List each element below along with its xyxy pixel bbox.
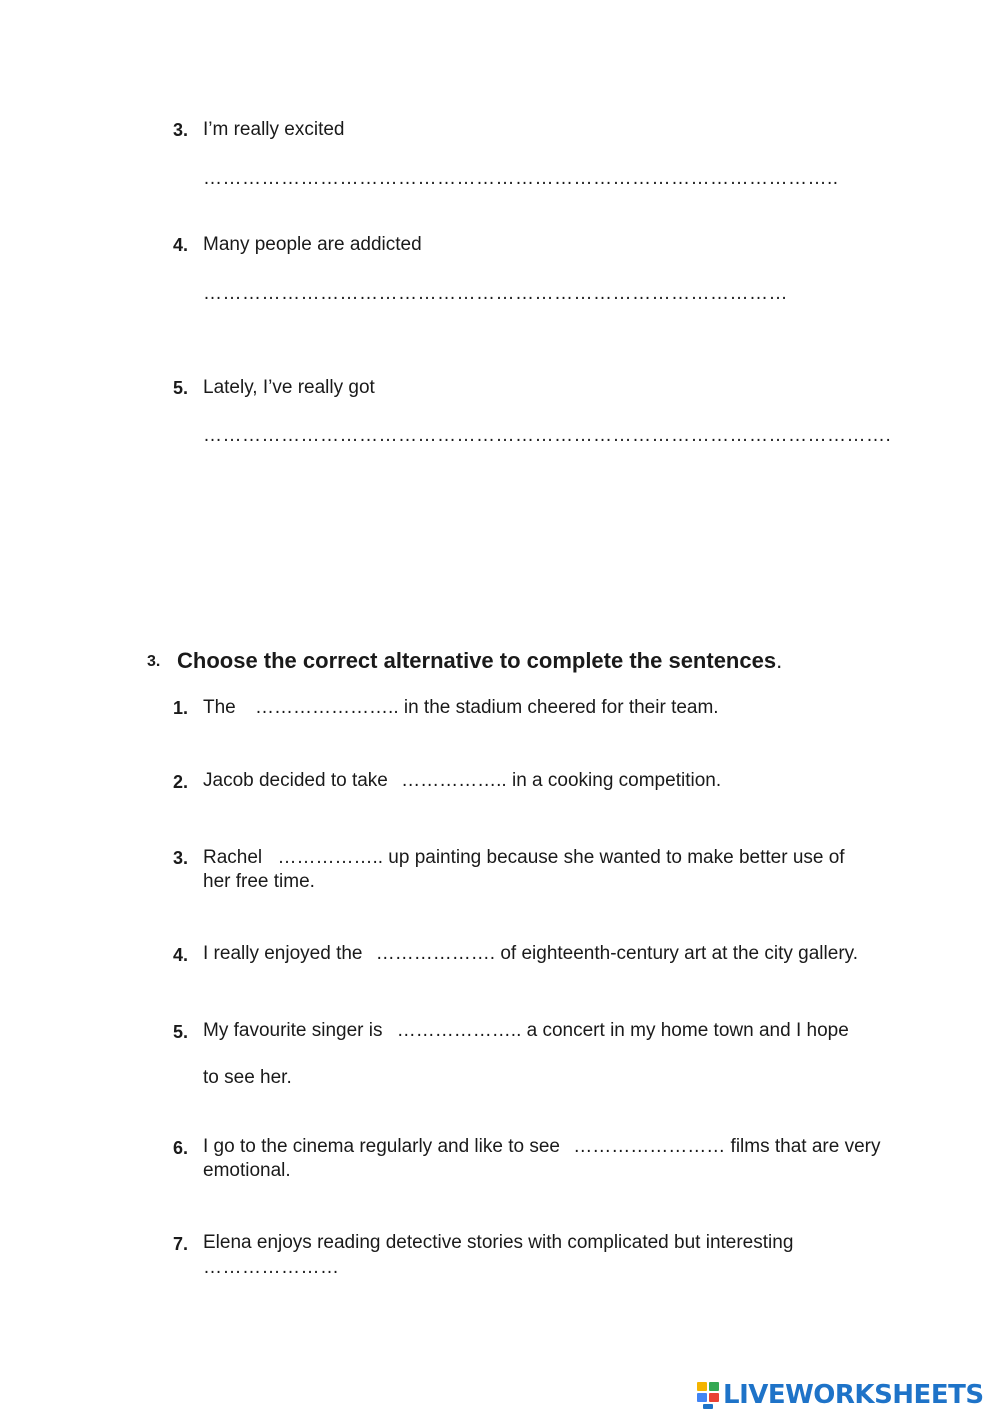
item-number: 5. (173, 1022, 189, 1042)
item-number: 2. (173, 772, 189, 792)
sentence (203, 847, 845, 869)
answer-blank[interactable]: …………………… (573, 1136, 726, 1157)
answer-blank[interactable]: ……………. (277, 847, 378, 868)
answer-blank[interactable]: ………………. (375, 943, 496, 964)
answer-blank[interactable]: ………………. (396, 1020, 517, 1041)
item-text: Lately, I’ve really got (203, 377, 375, 398)
answer-blank[interactable]: ………………… (203, 1257, 340, 1278)
item-number: 4. (173, 945, 189, 965)
section-title (177, 648, 782, 674)
logo-text: LIVEWORKSHEETS (723, 1380, 984, 1410)
answer-blank[interactable]: ……………. (401, 770, 502, 791)
sentence-continuation: her free time. (203, 871, 315, 892)
sentence-end: . up painting because she wanted to make better use of (377, 847, 845, 868)
sentence (203, 1020, 849, 1042)
liveworksheets-logo (697, 1378, 984, 1412)
sentence-continuation: emotional. (203, 1160, 291, 1181)
sentence-start: I go to the cinema regularly and like to see (203, 1136, 560, 1157)
sentence-continuation: to see her. (203, 1067, 292, 1088)
section-title-text: Choose the correct alternative to complete the sentences (177, 648, 777, 673)
sentence (203, 770, 721, 792)
item-number: 5. (173, 378, 189, 398)
section-number: 3. (147, 653, 161, 670)
item-number: 6. (173, 1138, 189, 1158)
sentence-start: The (203, 697, 236, 718)
item-number: 4. (173, 235, 189, 255)
item-number: 3. (173, 848, 189, 868)
sentence (203, 943, 858, 965)
sentence-end: . in a cooking competition. (501, 770, 722, 791)
sentence-end: . a concert in my home town and I hope (516, 1020, 849, 1041)
section-title-period: . (776, 648, 783, 673)
item-number: 3. (173, 120, 189, 140)
item-text: Many people are addicted (203, 234, 422, 255)
sentence-start: Jacob decided to take (203, 770, 388, 791)
sentence-start: I really enjoyed the (203, 943, 363, 964)
item-number: 7. (173, 1234, 189, 1254)
answer-line[interactable]: ……………………………………………………………………………… (203, 283, 788, 304)
sentence-end: of eighteenth-century art at the city gallery. (495, 943, 859, 964)
item-number: 1. (173, 698, 189, 718)
sentence-start: My favourite singer is (203, 1020, 383, 1041)
answer-line[interactable]: ……………………………………………………………………………………………. (203, 425, 892, 446)
sentence-end: films that are very (725, 1136, 881, 1157)
sentence-start: Rachel (203, 847, 263, 868)
item-text: I’m really excited (203, 119, 345, 140)
sentence (203, 1136, 880, 1158)
logo-tiles-icon (697, 1380, 721, 1410)
answer-blank[interactable]: …………………. (255, 697, 394, 718)
sentence: Elena enjoys reading detective stories with complicated but interesting (203, 1232, 794, 1253)
sentence-end: . in the stadium cheered for their team. (393, 697, 719, 718)
answer-line[interactable]: …………………………………………………………………………………….. (203, 168, 839, 189)
sentence (203, 697, 719, 719)
